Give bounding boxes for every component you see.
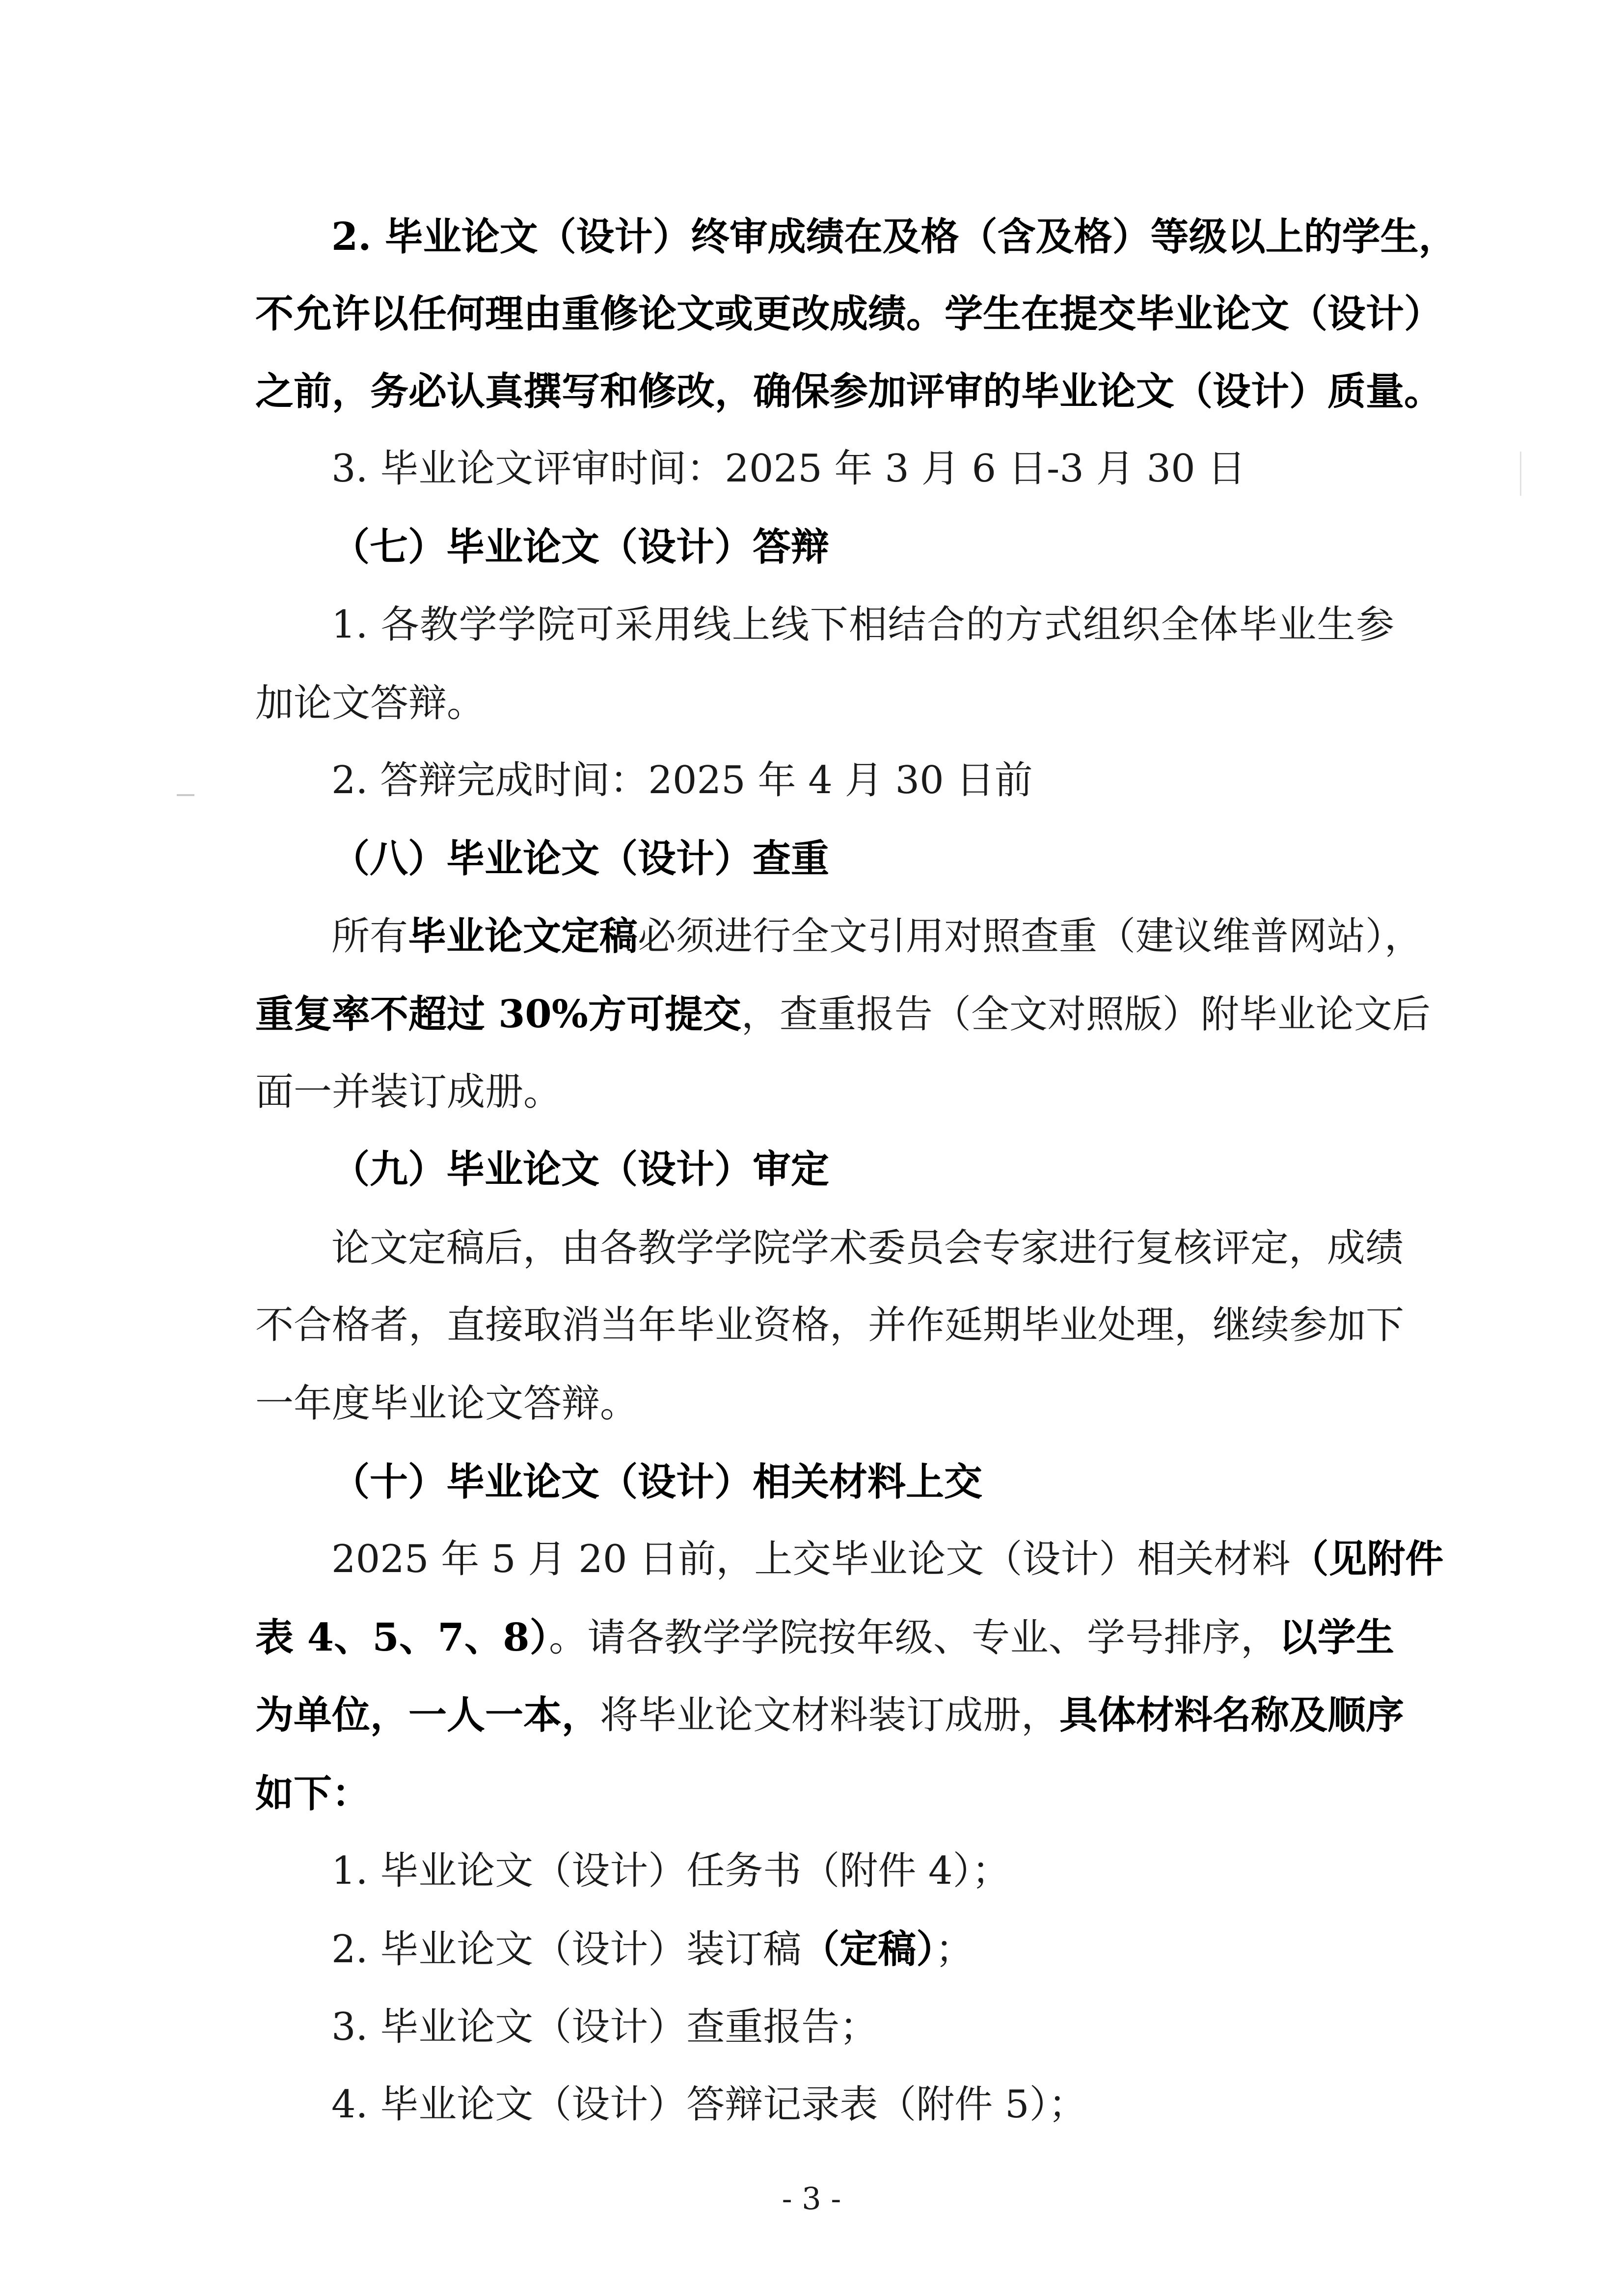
paragraph-line bbox=[255, 365, 1443, 419]
paragraph-line bbox=[331, 909, 1423, 963]
bold-text: （见附件 bbox=[1290, 1537, 1444, 1581]
scan-mark bbox=[1520, 452, 1521, 496]
text-run: 所有 bbox=[331, 914, 408, 959]
bold-text: 表 4、5、7、8） bbox=[255, 1615, 549, 1660]
text-run: 3. 毕业论文评审时间：2025 年 3 月 6 日-3 月 30 日 bbox=[331, 447, 1246, 491]
bold-text: 如下： bbox=[255, 1771, 371, 1816]
paragraph-line bbox=[255, 1688, 1405, 1742]
bold-text: 以学生 bbox=[1279, 1615, 1394, 1660]
text-run: 2. 答辩完成时间：2025 年 4 月 30 日前 bbox=[331, 758, 1033, 802]
text-run: 加论文答辩。 bbox=[255, 681, 486, 725]
bold-text: 重复率不超过 30%方可提交 bbox=[255, 992, 741, 1037]
text-run: 3. 毕业论文（设计）查重报告； bbox=[331, 2005, 878, 2049]
text-run: ； bbox=[935, 1927, 974, 1972]
bold-text: （定稿） bbox=[801, 1927, 936, 1972]
text-run: 。请各教学学院按年级、专业、学号排序， bbox=[549, 1616, 1279, 1660]
bold-text: 具体材料名称及顺序 bbox=[1059, 1693, 1405, 1737]
scan-mark bbox=[177, 794, 194, 796]
paragraph-line bbox=[331, 1532, 1444, 1586]
bold-text: （八）毕业论文（设计）查重 bbox=[331, 836, 830, 881]
paragraph-line bbox=[255, 287, 1443, 341]
text-run: 4. 毕业论文（设计）答辩记录表（附件 5）； bbox=[331, 2082, 1087, 2127]
paragraph-line bbox=[255, 1377, 1394, 1431]
paragraph-line bbox=[255, 1065, 1394, 1119]
page-number: - 3 - bbox=[782, 2181, 841, 2216]
bold-text: 不允许以任何理由重修论文或更改成绩。学生在提交毕业论文（设计） bbox=[255, 292, 1443, 336]
bold-text: （九）毕业论文（设计）审定 bbox=[331, 1147, 830, 1192]
text-run: 1. 毕业论文（设计）任务书（附件 4）； bbox=[331, 1849, 1010, 1893]
paragraph-line bbox=[255, 676, 1394, 730]
bold-text: （十）毕业论文（设计）相关材料上交 bbox=[331, 1460, 983, 1504]
bold-text: 2. 毕业论文（设计）终审成绩在及格（含及格）等级以上的学生， bbox=[331, 214, 1457, 259]
paragraph-line bbox=[255, 988, 1431, 1041]
text-run: 2. 毕业论文（设计）装订稿 bbox=[331, 1927, 802, 1972]
paragraph-line bbox=[255, 1767, 1394, 1821]
paragraph-line bbox=[255, 1611, 1394, 1665]
paragraph-line bbox=[331, 1221, 1404, 1275]
paragraph-line bbox=[331, 1455, 1394, 1509]
text-run: 面一并装订成册。 bbox=[255, 1070, 562, 1114]
text-run: 1. 各教学学院可采用线上线下相结合的方式组织全体毕业生参 bbox=[331, 603, 1394, 647]
paragraph-line bbox=[331, 520, 1394, 574]
paragraph-line bbox=[331, 598, 1394, 652]
text-run: 将毕业论文材料装订成册， bbox=[600, 1693, 1060, 1737]
paragraph-line bbox=[331, 1143, 1394, 1197]
paragraph-line bbox=[331, 1844, 1394, 1898]
paragraph-line bbox=[331, 832, 1394, 886]
paragraph-line bbox=[331, 2000, 1394, 2054]
paragraph-line bbox=[331, 1922, 1394, 1976]
text-run: 一年度毕业论文答辩。 bbox=[255, 1382, 639, 1426]
text-run: 2025 年 5 月 20 日前，上交毕业论文（设计）相关材料 bbox=[331, 1537, 1291, 1581]
bold-text: 为单位，一人一本， bbox=[255, 1693, 600, 1737]
bold-text: （七）毕业论文（设计）答辩 bbox=[331, 525, 830, 569]
paragraph-line bbox=[331, 2078, 1394, 2132]
bold-text: 毕业论文定稿 bbox=[408, 914, 638, 959]
text-run: 不合格者，直接取消当年毕业资格，并作延期毕业处理，继续参加下 bbox=[255, 1303, 1405, 1347]
text-run: 论文定稿后，由各教学学院学术委员会专家进行复核评定，成绩 bbox=[331, 1226, 1404, 1270]
text-run: 必须进行全文引用对照查重（建议维普网站）， bbox=[638, 914, 1423, 959]
paragraph-line bbox=[255, 1298, 1405, 1352]
bold-text: 之前，务必认真撰写和修改，确保参加评审的毕业论文（设计）质量。 bbox=[255, 369, 1443, 414]
paragraph-line bbox=[331, 753, 1394, 807]
text-run: ，查重报告（全文对照版）附毕业论文后 bbox=[741, 992, 1431, 1037]
paragraph-line bbox=[331, 442, 1394, 496]
paragraph-line bbox=[331, 210, 1457, 264]
